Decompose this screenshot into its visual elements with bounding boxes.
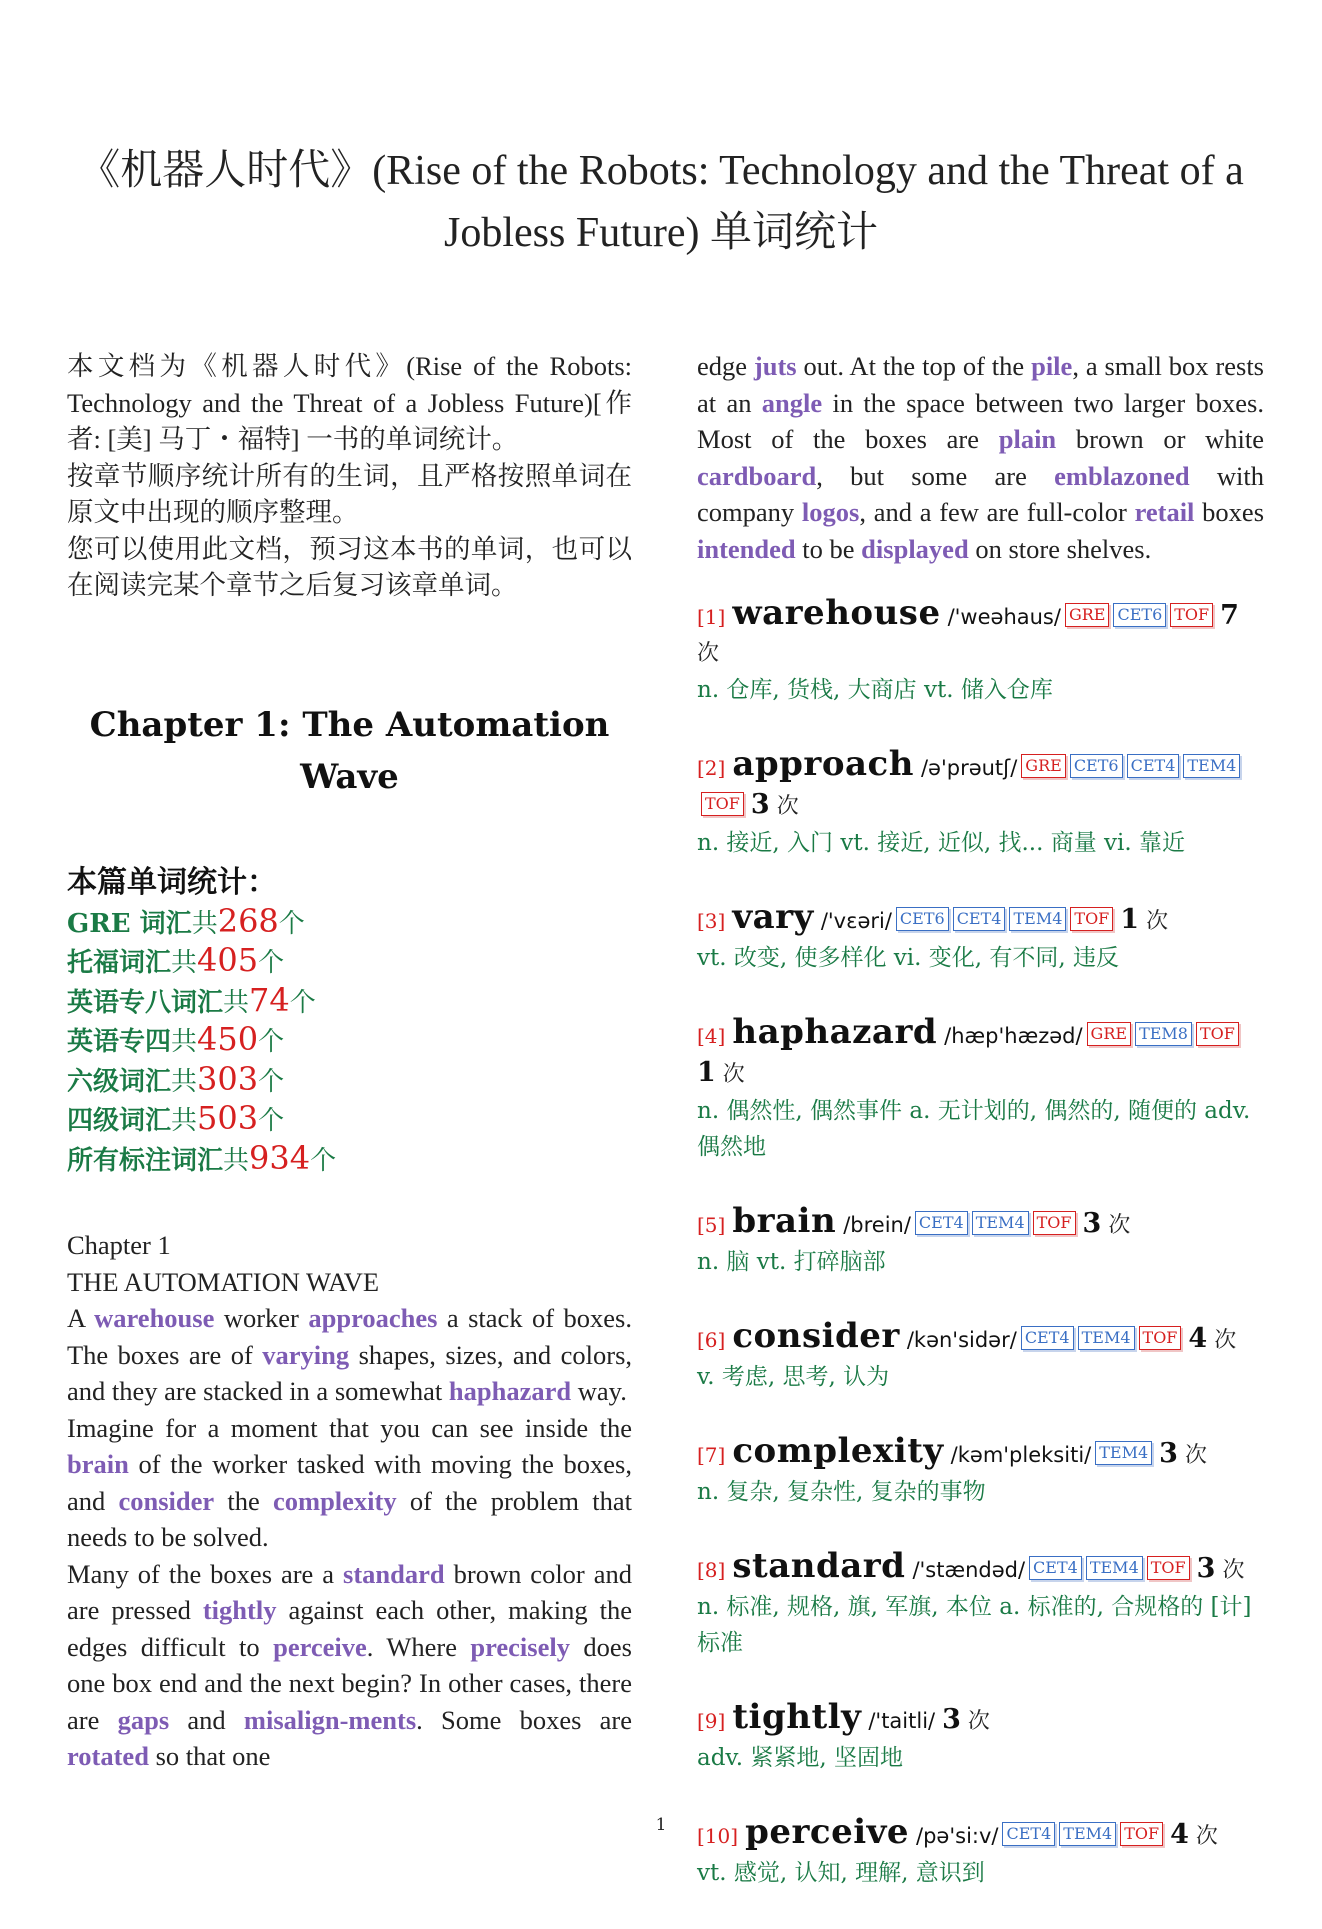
occurrence-count: 3 (750, 789, 770, 820)
stat-label-rest: 共 (223, 987, 250, 1018)
text-run: against each other, making the edges difficult to (67, 1595, 632, 1662)
word-phonetic: /hæp'hæzəd/ (944, 1024, 1083, 1048)
word-phonetic: /brein/ (843, 1213, 911, 1237)
highlighted-word: gaps (117, 1704, 170, 1735)
word-header (697, 1433, 1264, 1474)
stat-row (67, 1061, 632, 1101)
text-run: . Some boxes are (416, 1704, 632, 1735)
stat-value: 503 (197, 1099, 259, 1137)
chapter-label: Chapter 1 (67, 1230, 171, 1260)
word-definition: n. 脑 vt. 打碎脑部 (697, 1249, 886, 1275)
word-phonetic: /'vɛəri/ (820, 909, 892, 933)
word-list (697, 595, 1264, 1891)
highlighted-word: cardboard (697, 460, 817, 491)
text-run: a stack of boxes. The boxes are of (67, 1303, 632, 1370)
occurrence-unit: 次 (967, 1709, 990, 1734)
stat-label-rest: 共 (171, 1106, 198, 1136)
word-definition: n. 接近, 入门 vt. 接近, 近似, 找... 商量 vi. 靠近 (697, 830, 1185, 856)
occurrence-count: 7 (1220, 600, 1239, 631)
stat-unit: 个 (289, 987, 316, 1018)
exam-tag: CET6 (1070, 754, 1123, 778)
intro-line-2: 按章节顺序统计所有的生词，且严格按照单词在原文中出现的顺序整理。 (67, 460, 632, 527)
word-phonetic: /'stændəd/ (912, 1558, 1026, 1582)
word-headword: tightly (732, 1697, 862, 1737)
highlighted-word: haphazard (448, 1376, 572, 1406)
word-definition: vt. 改变, 使多样化 vi. 变化, 有不同, 违反 (697, 945, 1120, 971)
left-column (67, 348, 632, 1775)
text-run: A (67, 1303, 95, 1333)
text-run: . Where (366, 1631, 471, 1662)
highlighted-word: perceive (273, 1631, 367, 1662)
word-phonetic: /'weəhaus/ (947, 605, 1061, 629)
highlighted-word: misalign-ments (243, 1704, 417, 1735)
word-definition: adv. 紧紧地, 坚固地 (697, 1745, 903, 1771)
stat-row (67, 903, 632, 943)
exam-tag: TOF (1139, 1326, 1182, 1350)
stat-value: 303 (197, 1059, 259, 1098)
occurrence-unit: 次 (1195, 1824, 1218, 1849)
text-run: of the worker tasked with moving the boxes, and (67, 1449, 632, 1516)
word-entry (697, 1433, 1264, 1510)
occurrence-count: 3 (942, 1704, 961, 1735)
highlighted-word: standard (343, 1558, 445, 1589)
exam-tag: CET6 (896, 907, 949, 931)
stat-row (67, 1100, 632, 1140)
occurrence-count: 4 (1170, 1819, 1189, 1850)
stat-unit: 个 (258, 948, 285, 978)
stat-label: 六级词汇 (67, 1066, 172, 1097)
word-index: [8] (697, 1558, 726, 1582)
stat-label: 英语专四 (67, 1027, 172, 1057)
word-entry (697, 1548, 1264, 1661)
word-index: [9] (697, 1709, 726, 1733)
exam-tag: TOF (1147, 1556, 1190, 1580)
chapter-title: THE AUTOMATION WAVE (67, 1266, 380, 1297)
stat-row (67, 1140, 632, 1180)
stat-label-rest: 共 (171, 1027, 198, 1057)
intro-paragraph (67, 348, 632, 604)
text-run: way. (571, 1376, 627, 1406)
text-run: out. At the top of the (796, 351, 1032, 381)
word-headword: haphazard (732, 1012, 938, 1052)
stat-value: 934 (249, 1138, 311, 1177)
word-entry (697, 595, 1264, 708)
word-header (697, 1014, 1264, 1093)
text-run: boxes (1194, 497, 1265, 527)
text-run: in the space between two larger boxes. Most of the boxes are (697, 387, 1264, 454)
word-phonetic: /ə'prəutʃ/ (920, 756, 1018, 780)
chapter-heading: Chapter 1: The Automation Wave (89, 704, 610, 797)
stat-row (67, 1021, 632, 1061)
highlighted-word: plain (998, 424, 1057, 454)
word-headword: perceive (745, 1812, 910, 1852)
word-index: [3] (697, 909, 726, 933)
stat-label: 所有标注词汇 (67, 1145, 224, 1176)
text-run: does one box end and the next begin? In other cases, there are (67, 1631, 632, 1735)
word-headword: brain (732, 1201, 837, 1241)
word-entry (697, 899, 1264, 976)
stat-value: 268 (217, 901, 279, 940)
text-run: on store shelves. (968, 533, 1152, 564)
exam-tag: GRE (1087, 1022, 1132, 1046)
stats-list (67, 903, 632, 1180)
occurrence-count: 4 (1188, 1323, 1208, 1354)
highlighted-word: varying (262, 1339, 350, 1370)
stat-label-rest: 共 (171, 948, 198, 978)
occurrence-unit: 次 (1146, 909, 1169, 934)
word-phonetic: /pə'si:v/ (916, 1824, 999, 1848)
stats-heading: 本篇单词统计： (67, 864, 277, 900)
occurrence-unit: 次 (697, 641, 720, 666)
text-run: shapes, sizes, and colors, and they are stacked in a somewhat (67, 1339, 633, 1406)
exam-tag: TOF (1170, 603, 1213, 627)
intro-line-3: 您可以使用此文档，预习这本书的单词，也可以在阅读完某个章节之后复习该章单词。 (67, 533, 632, 600)
highlighted-word: juts (753, 351, 797, 381)
text-run: worker (214, 1303, 309, 1333)
occurrence-count: 3 (1159, 1438, 1178, 1469)
word-header (697, 1318, 1264, 1359)
exam-tag: TOF (1070, 907, 1113, 931)
highlighted-word: angle (761, 387, 823, 418)
text-run: so that one (148, 1741, 271, 1771)
stat-value: 450 (197, 1020, 259, 1058)
stat-label-rest: 共 (171, 1066, 198, 1097)
text-run: edge (697, 351, 754, 381)
stat-row (67, 982, 632, 1022)
exam-tag: GRE (1021, 754, 1066, 778)
stat-unit: 个 (310, 1145, 337, 1176)
text-run: brown or white (1056, 424, 1264, 454)
exam-tag: TEM4 (1095, 1441, 1152, 1465)
word-index: [4] (697, 1024, 726, 1048)
exam-tag: TOF (701, 792, 744, 816)
exam-tag: TEM4 (1078, 1326, 1135, 1350)
word-entry (697, 746, 1264, 861)
highlighted-word: intended (697, 533, 796, 564)
word-index: [5] (697, 1213, 726, 1237)
word-entry (697, 1699, 1264, 1776)
word-entry (697, 1014, 1264, 1165)
stat-label-rest: 共 (223, 1145, 250, 1176)
paragraph-3 (67, 1556, 632, 1775)
highlighted-word: consider (118, 1485, 215, 1516)
text-run: , and a few are full-color (859, 497, 1135, 527)
word-index: [6] (697, 1328, 726, 1352)
word-header (697, 746, 1264, 825)
stat-label: GRE 词汇 (67, 908, 192, 939)
word-entry (697, 1203, 1264, 1280)
word-headword: standard (732, 1546, 906, 1586)
document-title: 《机器人时代》(Rise of the Robots: Technology and the Threat of a Jobless Future) 单词统计 (78, 148, 1244, 256)
text-run: to be (795, 533, 862, 564)
stat-unit: 个 (278, 908, 305, 939)
text-run: brown color and are pressed (67, 1558, 632, 1625)
highlighted-word: warehouse (94, 1303, 215, 1333)
highlighted-word: retail (1134, 497, 1195, 527)
word-index: [7] (697, 1443, 726, 1467)
highlighted-word: rotated (67, 1741, 149, 1771)
exam-tag: TEM8 (1135, 1022, 1192, 1046)
stat-label: 托福词汇 (67, 948, 172, 978)
text-run: of the problem that needs to be solved. (67, 1485, 632, 1552)
word-index: [2] (697, 756, 726, 780)
highlighted-word: approaches (308, 1303, 438, 1333)
stat-unit: 个 (258, 1066, 285, 1097)
highlighted-word: brain (67, 1449, 129, 1479)
text-run: the (214, 1485, 273, 1516)
occurrence-unit: 次 (1222, 1558, 1245, 1583)
chapter-text (67, 1227, 632, 1775)
highlighted-word: displayed (861, 533, 969, 564)
word-definition: n. 偶然性, 偶然事件 a. 无计划的, 偶然的, 随便的 adv. 偶然地 (697, 1098, 1251, 1160)
exam-tag: TOF (1196, 1022, 1239, 1046)
word-header (697, 1699, 1264, 1740)
occurrence-unit: 次 (776, 794, 799, 819)
paragraph-3-continued (697, 348, 1264, 567)
word-index: [10] (697, 1824, 739, 1848)
word-headword: approach (732, 744, 914, 784)
exam-tag: CET4 (1029, 1556, 1082, 1580)
stat-label: 四级词汇 (67, 1106, 172, 1136)
word-phonetic: /'taitli/ (868, 1709, 936, 1733)
page-number: 1 (655, 1815, 667, 1835)
stat-unit: 个 (258, 1106, 285, 1136)
exam-tag: CET4 (915, 1211, 968, 1235)
occurrence-count: 3 (1082, 1208, 1102, 1239)
exam-tag: GRE (1065, 603, 1110, 627)
occurrence-unit: 次 (722, 1062, 745, 1087)
exam-tag: CET4 (1127, 754, 1180, 778)
word-phonetic: /kəm'pleksiti/ (950, 1443, 1092, 1467)
text-run: Many of the boxes are a (67, 1558, 344, 1589)
paragraph-1 (67, 1300, 632, 1410)
exam-tag: TOF (1120, 1822, 1163, 1846)
highlighted-word: pile (1031, 351, 1073, 381)
exam-tag: TOF (1033, 1211, 1076, 1235)
stat-row (67, 942, 632, 982)
exam-tag: TEM4 (1086, 1556, 1143, 1580)
highlighted-word: tightly (202, 1595, 277, 1625)
text-run: , but some are (816, 460, 1055, 491)
word-definition: vt. 感觉, 认知, 理解, 意识到 (697, 1860, 985, 1886)
occurrence-unit: 次 (1214, 1328, 1237, 1353)
word-entry (697, 1318, 1264, 1395)
word-index: [1] (697, 605, 726, 629)
word-headword: vary (732, 897, 814, 937)
exam-tag: CET4 (1002, 1822, 1055, 1846)
occurrence-count: 3 (1196, 1553, 1216, 1584)
stat-unit: 个 (258, 1027, 285, 1057)
text-run: , a small box rests at an (697, 351, 1264, 418)
word-definition: n. 仓库, 货栈, 大商店 vt. 储入仓库 (697, 677, 1053, 703)
occurrence-count: 1 (1120, 904, 1140, 935)
text-run: and (169, 1704, 244, 1735)
word-phonetic: /kən'sidər/ (906, 1328, 1017, 1352)
word-definition: n. 标准, 规格, 旗, 军旗, 本位 a. 标准的, 合规格的 [计] 标准 (697, 1594, 1252, 1656)
word-header (697, 1548, 1264, 1589)
text-run: Imagine for a moment that you can see inside the (67, 1412, 632, 1443)
highlighted-word: logos (801, 497, 860, 527)
intro-line-1: 本文档为《机器人时代》(Rise of the Robots: Technology and the Threat of a Jobless Future)[作者: [美] 马丁・福特] 一书的单词统计。 (67, 351, 632, 454)
word-header (697, 899, 1264, 940)
paragraph-2 (67, 1410, 632, 1556)
word-definition: v. 考虑, 思考, 认为 (697, 1364, 890, 1390)
word-header (697, 595, 1264, 672)
exam-tag: TEM4 (1009, 907, 1066, 931)
occurrence-unit: 次 (1108, 1213, 1131, 1238)
stat-label-rest: 共 (191, 908, 218, 939)
occurrence-unit: 次 (1184, 1443, 1207, 1468)
exam-tag: TEM4 (1183, 754, 1240, 778)
word-headword: warehouse (732, 593, 941, 633)
exam-tag: TEM4 (972, 1211, 1029, 1235)
occurrence-count: 1 (697, 1057, 716, 1088)
exam-tag: CET6 (1113, 603, 1166, 627)
stat-value: 74 (249, 980, 290, 1019)
word-headword: complexity (732, 1431, 944, 1471)
exam-tag: CET4 (953, 907, 1006, 931)
exam-tag: CET4 (1021, 1326, 1074, 1350)
stat-value: 405 (197, 941, 259, 979)
word-definition: n. 复杂, 复杂性, 复杂的事物 (697, 1479, 986, 1505)
right-column (697, 348, 1264, 1929)
word-headword: consider (732, 1316, 900, 1356)
stat-label: 英语专八词汇 (67, 987, 224, 1018)
highlighted-word: precisely (470, 1631, 570, 1662)
highlighted-word: emblazoned (1054, 460, 1190, 491)
exam-tag: TEM4 (1059, 1822, 1116, 1846)
highlighted-word: complexity (272, 1485, 397, 1516)
text-run: with company (697, 460, 1264, 527)
word-header (697, 1203, 1264, 1244)
